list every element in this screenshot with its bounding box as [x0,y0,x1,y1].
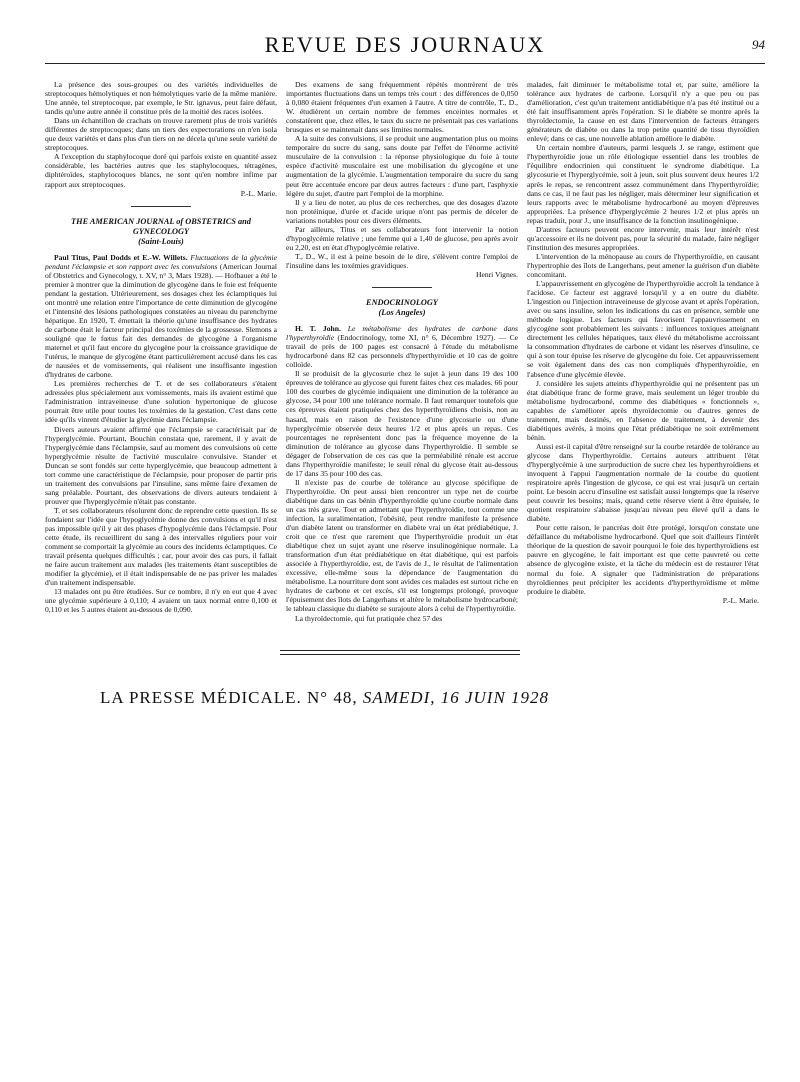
paragraph: Il n'existe pas de courbe de tolérance au glycose spécifique de l'hyperthyroïdie. On peut aussi bien rencontrer un type net de courbe diabétique dans un cas bénin d'hyperthyroïdie qu'une courbe normale dans un cas très grave. Tout en admettant que l'hyperthyroïdie, tout comme une infection, la suralimentation, l'obésité, peut rendre manifeste la présence d'un diabète latent ou transformer en diabète vrai un état prédiabétique, J. croit que ce n'est que rarement que l'hyperthyroïdie produit un état diabétique chez un sujet ayant une réserve insulinogénique normale. La transformation d'un état prédiabétique en état diabétique, qui est parfois associée à l'hyperthyroïdie, est, de l'avis de J., le résultat de l'alimentation excessive, elle-même sous la dépendance de l'augmentation du métabolisme. La nourriture dont sont avides ces malades est surtout riche en hydrates de carbone et cet excès, s'il est longtemps prolongé, provoque l'épuisement des îlots de Langerhans et altère le métabolisme hydrocarboné; le tableau classique du diabète se surajoute alors à celui de l'hyperthyroïdie. [286,477,518,614]
journal-heading [45,217,277,247]
column-3 [527,80,759,628]
paragraph: L'appauvrissement en glycogène de l'hyperthyroïdie accroît la tendance à l'acidose. Ce facteur est aggravé lorsqu'il y a en outre du diabète. L'ingestion ou l'injection intraveineuse de glycose avant et après l'opération, avec ou sans insuline, selon les indications du cas en présence, semble une méthode logique. Les facteurs qui favorisent l'appauvrissement en glycogène sont probablement les suivants : influences toxiques atteignant directement les cellules hépatiques, taux élevé du métabolisme accroissant la consommation d'hydrates de carbone et vidant les réserves d'insuline, ce qui à son tour épuise les réserve de glycogène du foie. Cet appauvrissement se voit également dans des cas non compliqués d'hyperthyroïdie, en l'absence d'une glycémie élevée. [527,279,759,379]
footer-issue: N° 48, [307,688,358,707]
signature: P.-L. Marie. [722,595,759,605]
column-2 [286,80,518,628]
journal-name: THE AMERICAN JOURNAL of OBSTETRICS and GYNECOLOGY [71,216,251,236]
article-title: Le métabolisme des hydrates de carbone dans l'hyperthyroïdie [286,324,518,343]
paragraph: L'intervention de la ménopause au cours de l'hyperthyroïdie, en causant l'hypertrophie des îlots de Langerhans, peut amener la guérison d'un diabète concomitant. [527,251,759,279]
paragraph: T. et ses collaborateurs résolurent donc de reprendre cette question. Ils se fondaient sur l'idée que l'hypoglycémie donne des convulsions et qu'il n'est pas impossible qu'il y ait des phases d'hypoglycémie dans l'éclampsie. Pour cette étude, ils recueillirent du sang à des intervalles réguliers pour voir comment se comportait la glycémie au cours des incidents éclamptiques. Ce travail présenta quelques difficultés ; car, pour avoir des cas purs, il fallait ne faire aucun traitement aux malades (les traitements étant susceptibles de modifier la glycémie), et il était indispensable de ne pas priver les malades d'un traitement indispensable. [45,505,277,588]
paragraph: A la suite des convulsions, il se produit une augmentation plus ou moins temporaire du sucre du sang, sans doute par l'effet de l'énorme activité musculaire de la convulsion : la réponse physiologique du foie à toute espèce d'activité musculaire est une mobilisation du glycogène et une augmentation de la glycémie. L'augmentation temporaire du sucre du sang peut être accentuée encore par deux autres facteurs : d'une part, l'asphyxie légère du sujet, d'autre part l'emploi de la morphine. [286,134,518,198]
article-intro [286,324,518,369]
paragraph: — Ce travail de près de 100 pages est consacré à l'étude du métabolisme hydrocarboné dans 82 cas personnels d'hyperthyroïdie et 10 cas de goitre colloïde. [286,333,518,370]
footer-date: SAMEDI, 16 JUIN 1928 [362,688,550,707]
section-heading [286,298,518,318]
footer-journal: LA PRESSE MÉDICALE. [100,688,302,707]
signature: P.-L. Marie. [240,188,277,198]
paragraph: D'autres facteurs peuvent encore intervenir, mais leur intérêt n'est qu'accessoire et ils ne doivent pas, pour la sécurité du malade, faire négliger l'institution des mesures appropriées. [527,224,759,252]
paragraph: A l'exception du staphylocoque doré qui parfois existe en quantité assez considérable, les bactéries autres que les staphylocoques, tétragènes, diphtéroïdes, staphylocoques blancs, ne sont qu'en nombre infime par rapport aux streptocoques. [45,152,277,189]
paragraph: Un certain nombre d'auteurs, parmi lesquels J. se range, estiment que l'hyperthyroïdie joue un rôle étiologique essentiel dans les troubles de l'équilibre endocrinien qui constituent le syndrome diabétique. La glycosurie et l'hyperglycémie, soit à jeun, soit plus souvent deux heures 1/2 après le repas, se rencontrent assez communément dans l'hyperthyroïdie; dans ce cas, il ne faut pas les négliger, mais déterminer leur signification et leurs rapports avec le métabolisme hydrocarboné au moyen d'épreuves appropriées. La présence d'hyperglycémie 2 heures 1/2 et plus après un repas traduit, pour J., une insuffisance de la fonction insulinogénique. [527,143,759,225]
end-rule [280,654,520,655]
end-rule [280,650,520,651]
header-rule [45,63,765,64]
page-number: 94 [752,37,765,52]
paragraph: Il se produisit de la glycosurie chez le sujet à jeun dans 19 des 100 épreuves de tolérance au glycose qui furent faites chez ces malades. 66 pour 100 des courbes de glycémie indiquaient une diminution de la tolérance au glycose, 34 pour 100 une tolérance normale. Il faut remarquer toutefois que ces épreuves étaient pratiquées chez des hyperthyroïdiens choisis, non au hasard, mais en raison de l'existence d'une glycosurie ou d'une hyperglycémie observée deux heures 1/2 et plus après un repas. Ces pourcentages ne représentent donc pas la fréquence moyenne de la diminution de tolérance au glycose dans l'hyperthyroïdie. Il semble se dégager de l'observation de ces cas que la perméabilité rénale est accrue dans l'hyperthyroïdie manifeste; le seuil rénal du glycose était au-dessous de 17 dans 35 pour 100 des cas. [286,369,518,478]
page-header [45,28,765,62]
article-authors: Paul Titus, Paul Dodds et E.-W. Willets. [54,252,188,262]
running-title: REVUE DES JOURNAUX [264,32,546,57]
paragraph: La thyroïdectomie, qui fut pratiquée chez 57 des [295,613,443,623]
paragraph: Des examens de sang fréquemment répétés montrèrent de très importantes fluctuations dans un temps très court : des différences de 0,050 à 0,080 étaient fréquentes d'un examen à l'autre. A titre de contrôle, T., D., W. étudièrent un certain nombre de femmes enceintes normales et constatèrent que, chez elles, le taux du sucre ne présentait pas ces variations brusques et se maintenait dans ses limites normales. [286,80,518,135]
paragraph: malades, fait diminuer le métabolisme total et, par suite, améliore la tolérance aux hydrates de carbone. Lorsqu'il n'y a que peu ou pas d'amélioration, c'est qu'un traitement antidiabétique n'a pas été institué ou a été fait insuffisamment après l'opération. Si le diabète se montre après la thyroïdectomie, la cause en est dans l'intervention de facteurs étrangers générateurs de diabète ou dans la trop petite quantité de tissu thyroïdien enlevé; dans ce cas, une nouvelle ablation améliore le diabète. [527,80,759,144]
signature: Henri Vignes. [475,269,518,279]
paragraph: T., D., W., il est à peine besoin de le dire, s'élèvent contre l'emploi de l'insuline dans les toxémies gravidiques. [286,251,518,270]
paragraph: — Hofbauer a été le premier à montrer que la diminution de glycogène dans le foie est fréquente pendant la gestation. Ultérieurement, ses dosages chez les éclamptiques lui ont montré une relation entre l'importance de cette diminution de glycogène et l'intensité des lésions pathologiques constatées au niveau du parenchyme hépatique. En 1920, T. émettait la théorie qu'une insuffisance des hydrates de carbone était le facteur principal des toxémies de la grossesse. Slemons a souligné que le fœtus fait des demandes de glycogène à l'organisme maternel et qu'il faut encore du glycogène pour la croissance gravidique de l'utérus, le manque de glycogène étant particulièrement accusé dans les cas de nausées et de vomissements, qui réalisent une insuffisante ingestion d'hydrates de carbone. [45,270,277,380]
page-footer [100,688,720,712]
paragraph: Dans un échantillon de crachats on trouve rarement plus de trois variétés différentes de streptocoques; dans un tiers des expectorations on n'en isola que deux variétés et dans plus d'un tiers on ne décela qu'une seule variété de streptocoques. [45,116,277,153]
article-title: Fluctuations de la glycémie pendant l'éclampsie et son rapport avec les convulsions [45,252,277,271]
separator [372,287,432,288]
paragraph: Par ailleurs, Titus et ses collaborateurs font intervenir la notion d'hypoglycémie relative ; une femme qui a 1,40 de glucose, peu après avoir eu 2,20, est en état d'hypoglycémie relative. [286,224,518,252]
column-1 [45,80,277,628]
journal-city: (Saint-Louis) [138,236,184,246]
section-name: ENDOCRINOLOGY [366,298,438,308]
paragraph: Les premières recherches de T. et de ses collaborateurs s'étaient adressées plus spécialement aux vomissements, mais ils avaient estimé que l'administration intraveineuse d'une solution hypertonique de glucose pourrait être utile pour toutes les toxémies de la gestation. C'est dans cette idée qu'ils vinrent d'étudier la glycémie dans l'éclampsie. [45,379,277,425]
article-authors: H. T. John. [295,324,341,334]
paragraph: Divers auteurs avaient affirmé que l'éclampsie se caractérisait par de l'hyperglycémie. Pourtant, Bouchin constata que, rarement, il y avait de l'hyperglycémie dans l'éclampsie, sauf au moment des convulsions où cette hyperglycémie résulte de l'activité musculaire convulsive. Stander et Duncan se sont fondés sur cette hyperglycémie, que beaucoup admettent à tort comme une caractéristique de l'éclampsie, pour proposer de partir pris un traitement des convulsions par l'insuline, sans même faire d'examen de sang préalable. Pourtant, des observations de divers auteurs tendaient à prouver que l'hyperglycémie n'était pas constante. [45,424,277,506]
paragraph: J. considère les sujets atteints d'hyperthyroïdie qui ne présentent pas un état diabétique franc de forme grave, mais seulement un léger trouble du métabolisme hydrocarboné, comme des diabétiques « fonctionnels », capables de s'améliorer après thyroïdectomie ou d'autres genres de traitement, mais destinés, en l'absence de traitement, à devenir des diabétiques avérés, à moins que l'état prédiabétique ne soit extrêmement bénin. [527,378,759,442]
article-citation: (Endocrinology, tome XI, n° 6, Décembre 1927). [337,333,496,343]
paragraph: Aussi est-il capital d'être renseigné sur la courbe retardée de tolérance au glycose dans l'hyperthyroïdie. Certains auteurs attribuent l'état d'hyperglycémie à une surproduction de sucre chez les hyperthyroïdiens et invoquent à l'appui l'augmentation normale de la courbe du quotient respiratoire après l'ingestion de glycose, ce qui est vrai jusqu'à un certain point. Le besoin accru d'insuline est satisfait aussi longtemps que la réserve peut couvrir les besoins; mais, quand cette réserve vient à être épuisée, le quotient respiratoire s'abaisse jusqu'au niveau peu élevé qu'il a dans le diabète. [527,441,759,524]
paragraph: Il y a lieu de noter, au plus de ces recherches, que des dosages d'azote non protéinique, d'urée et d'acide urique n'ont pas permis de déceler de variations notables pour ces divers éléments. [286,197,518,225]
separator [131,206,191,207]
paragraph: La présence des sous-groupes ou des variétés individuelles de streptocoques hémolytiques et non hémolytiques varie de la même manière. Une année, tel streptocoque, par exemple, le Str. ignavus, peut faire défaut, tandis qu'une autre année il constitue près de la moitié des races isolées. [45,80,277,117]
section-city: (Los Angeles) [378,308,426,318]
paragraph: Pour cette raison, le pancréas doit être protégé, lorsqu'on constate une défaillance du métabolisme hydrocarboné. Quel que soit d'ailleurs l'intérêt théorique de la question de savoir pourquoi le foie des hyperthyroïdiens est pauvre en glycogène, le fait important est que cette pauvreté ou cette absence de glycogène existe, et la tâche du médecin est de restaurer l'état normal du foie. A signaler que l'administration de préparations thyroïdiennes peut précipiter les accidents d'hyperthyroïdisme et même produire le diabète. [527,523,759,596]
paragraph: 13 malades ont pu être étudiées. Sur ce nombre, il n'y en eut que 4 avec une glycémie supérieure à 0,110; 4 avaient un taux normal entre 0,100 et 0,110 et les 5 autres étaient au-dessous de 0,090. [45,587,277,615]
article-citation: (American Journal of Obstetrics and Gynecology, t. XV, n° 3, Mars 1928). [45,261,277,280]
article-intro [45,253,277,380]
